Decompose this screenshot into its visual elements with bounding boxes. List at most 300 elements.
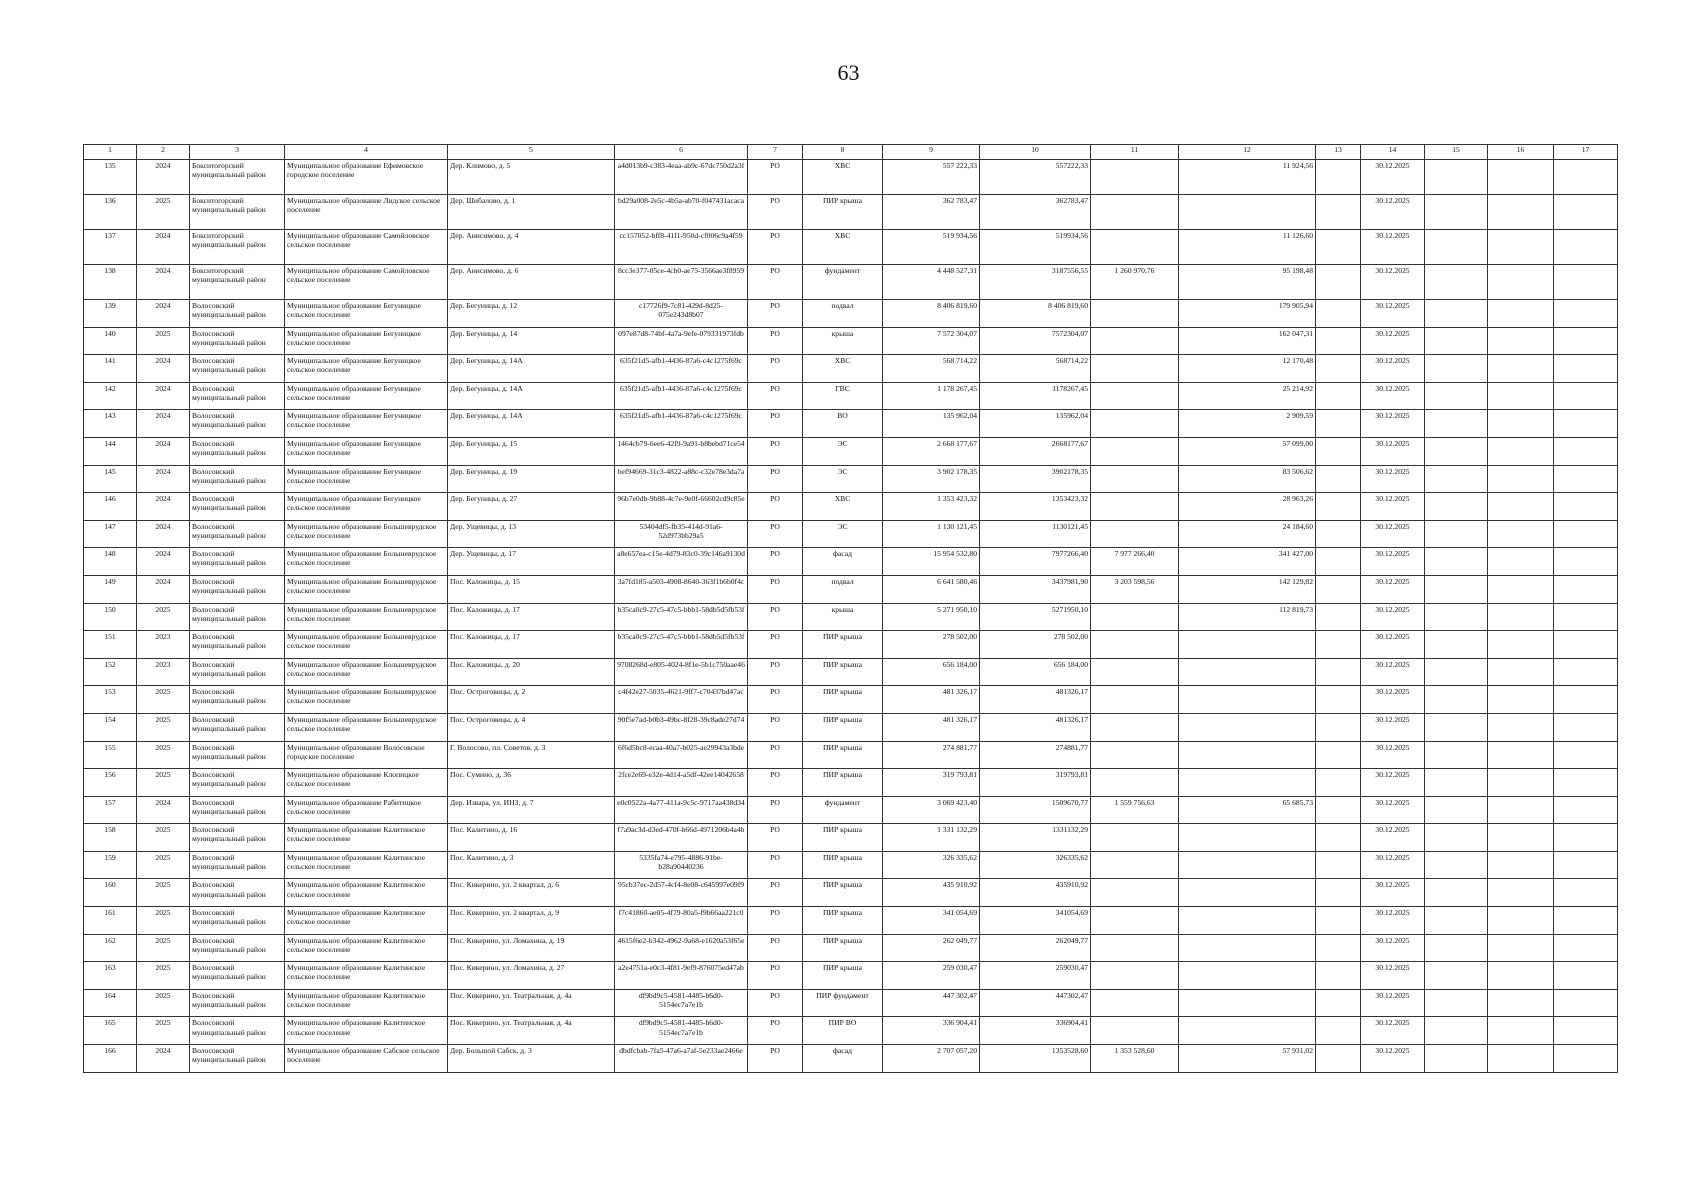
cell-col-17	[1554, 195, 1618, 230]
cell-col-7: РО	[748, 686, 803, 714]
cell-col-15	[1425, 851, 1488, 879]
cell-col-4: Муниципальное образование Калитинское сельское поселение	[285, 934, 448, 962]
cell-col-13	[1316, 824, 1361, 852]
cell-col-10: 1331132,29	[980, 824, 1091, 852]
cell-col-1: 148	[84, 548, 137, 576]
cell-col-15	[1425, 1045, 1488, 1073]
cell-col-5: Пос. Кикерино, ул. Театральная, д. 4а	[448, 989, 615, 1017]
cell-col-17	[1554, 796, 1618, 824]
cell-col-10: 1178267,45	[980, 382, 1091, 410]
cell-col-2: 2024	[137, 1045, 190, 1073]
cell-col-9: 1 331 132,29	[883, 824, 980, 852]
cell-col-11	[1091, 631, 1179, 659]
cell-col-17	[1554, 741, 1618, 769]
cell-col-2: 2025	[137, 851, 190, 879]
cell-col-6: a2e4751a-e0c3-4f81-9ef9-876075ed47ab	[615, 962, 748, 990]
cell-col-1: 141	[84, 355, 137, 383]
cell-col-15	[1425, 355, 1488, 383]
cell-col-17	[1554, 382, 1618, 410]
cell-col-12: 57 099,00	[1179, 437, 1316, 465]
cell-col-7: РО	[748, 769, 803, 797]
cell-col-7: РО	[748, 382, 803, 410]
cell-col-14: 30.12.2025	[1361, 824, 1425, 852]
cell-col-17	[1554, 989, 1618, 1017]
cell-col-10: 3902178,35	[980, 465, 1091, 493]
cell-col-13	[1316, 658, 1361, 686]
cell-col-11	[1091, 907, 1179, 935]
cell-col-7: РО	[748, 265, 803, 300]
cell-col-14: 30.12.2025	[1361, 465, 1425, 493]
cell-col-7: РО	[748, 907, 803, 935]
cell-col-10: 262049,77	[980, 934, 1091, 962]
cell-col-2: 2024	[137, 437, 190, 465]
cell-col-2: 2025	[137, 1017, 190, 1045]
table-row	[84, 658, 1618, 686]
cell-col-15	[1425, 989, 1488, 1017]
cell-col-6: 9708268d-e805-4024-8f1e-5b1c750aae46	[615, 658, 748, 686]
table-row	[84, 631, 1618, 659]
cell-col-3: Волосовский муниципальный район	[190, 907, 285, 935]
cell-col-7: РО	[748, 1045, 803, 1073]
cell-col-10: 326335,62	[980, 851, 1091, 879]
cell-col-17	[1554, 851, 1618, 879]
cell-col-6: 1464cb79-6ee6-42f9-9a91-b8bebd71ce54	[615, 437, 748, 465]
cell-col-12: 28 963,26	[1179, 493, 1316, 521]
cell-col-16	[1488, 520, 1554, 548]
column-header-13: 13	[1316, 145, 1361, 160]
cell-col-12: 65 685,73	[1179, 796, 1316, 824]
cell-col-9: 568 714,22	[883, 355, 980, 383]
cell-col-14: 30.12.2025	[1361, 327, 1425, 355]
cell-col-14: 30.12.2025	[1361, 962, 1425, 990]
cell-col-10: 8 406 819,60	[980, 300, 1091, 328]
cell-col-5: Пос. Кикерино, ул. 2 квартал, д. 6	[448, 879, 615, 907]
cell-col-14: 30.12.2025	[1361, 851, 1425, 879]
cell-col-10: 3437981,90	[980, 575, 1091, 603]
cell-col-17	[1554, 327, 1618, 355]
cell-col-16	[1488, 195, 1554, 230]
cell-col-17	[1554, 265, 1618, 300]
cell-col-17	[1554, 686, 1618, 714]
cell-col-13	[1316, 907, 1361, 935]
cell-col-12	[1179, 769, 1316, 797]
cell-col-12: 162 047,31	[1179, 327, 1316, 355]
table-row	[84, 493, 1618, 521]
cell-col-1: 165	[84, 1017, 137, 1045]
cell-col-11	[1091, 713, 1179, 741]
table-row	[84, 851, 1618, 879]
cell-col-16	[1488, 686, 1554, 714]
cell-col-4: Муниципальное образование Калитинское сельское поселение	[285, 962, 448, 990]
cell-col-5: Пос. Каложицы, д. 17	[448, 603, 615, 631]
cell-col-8: фундамент	[803, 796, 883, 824]
cell-col-16	[1488, 410, 1554, 438]
table-row	[84, 713, 1618, 741]
cell-col-8: ПИР крыша	[803, 658, 883, 686]
table-row	[84, 879, 1618, 907]
cell-col-12	[1179, 195, 1316, 230]
cell-col-13	[1316, 575, 1361, 603]
cell-col-17	[1554, 769, 1618, 797]
cell-col-6: 95cb37ec-2d57-4cf4-8e08-c645997e09f9	[615, 879, 748, 907]
cell-col-16	[1488, 265, 1554, 300]
cell-col-8: ПИР крыша	[803, 934, 883, 962]
cell-col-17	[1554, 300, 1618, 328]
column-header-3: 3	[190, 145, 285, 160]
cell-col-9: 2 668 177,67	[883, 437, 980, 465]
cell-col-10: 319793,81	[980, 769, 1091, 797]
cell-col-9: 259 030,47	[883, 962, 980, 990]
cell-col-7: РО	[748, 658, 803, 686]
cell-col-10: 336904,41	[980, 1017, 1091, 1045]
cell-col-12: 83 506,62	[1179, 465, 1316, 493]
cell-col-2: 2025	[137, 769, 190, 797]
cell-col-9: 447 302,47	[883, 989, 980, 1017]
cell-col-14: 30.12.2025	[1361, 741, 1425, 769]
cell-col-4: Муниципальное образование Калитинское сельское поселение	[285, 851, 448, 879]
cell-col-11	[1091, 465, 1179, 493]
cell-col-3: Волосовский муниципальный район	[190, 796, 285, 824]
cell-col-17	[1554, 713, 1618, 741]
cell-col-6: 6f6d5bc8-ecaa-40a7-b025-ae29943a3bde	[615, 741, 748, 769]
cell-col-7: РО	[748, 410, 803, 438]
cell-col-17	[1554, 1045, 1618, 1073]
cell-col-13	[1316, 160, 1361, 195]
cell-col-2: 2025	[137, 741, 190, 769]
cell-col-10: 259030,47	[980, 962, 1091, 990]
cell-col-9: 481 326,17	[883, 713, 980, 741]
cell-col-1: 146	[84, 493, 137, 521]
cell-col-6: f7a9ac3d-d3ed-470f-b66d-4971206b4a4b	[615, 824, 748, 852]
cell-col-15	[1425, 327, 1488, 355]
cell-col-3: Волосовский муниципальный район	[190, 327, 285, 355]
cell-col-13	[1316, 962, 1361, 990]
cell-col-5: Дер. Бегуницы, д. 14А	[448, 355, 615, 383]
cell-col-15	[1425, 160, 1488, 195]
table-row	[84, 230, 1618, 265]
cell-col-17	[1554, 1017, 1618, 1045]
cell-col-16	[1488, 631, 1554, 659]
cell-col-4: Муниципальное образование Бегуницкое сельское поселение	[285, 300, 448, 328]
table-row	[84, 603, 1618, 631]
cell-col-8: крыша	[803, 327, 883, 355]
cell-col-14: 30.12.2025	[1361, 603, 1425, 631]
cell-col-15	[1425, 1017, 1488, 1045]
cell-col-12: 142 129,82	[1179, 575, 1316, 603]
cell-col-11	[1091, 879, 1179, 907]
table-row	[84, 575, 1618, 603]
cell-col-15	[1425, 879, 1488, 907]
cell-col-15	[1425, 824, 1488, 852]
cell-col-1: 157	[84, 796, 137, 824]
cell-col-9: 15 954 532,80	[883, 548, 980, 576]
cell-col-13	[1316, 465, 1361, 493]
column-header-12: 12	[1179, 145, 1316, 160]
table-row	[84, 300, 1618, 328]
cell-col-8: ПИР фундамент	[803, 989, 883, 1017]
cell-col-7: РО	[748, 327, 803, 355]
cell-col-7: РО	[748, 879, 803, 907]
cell-col-13	[1316, 934, 1361, 962]
cell-col-1: 140	[84, 327, 137, 355]
cell-col-12	[1179, 741, 1316, 769]
cell-col-17	[1554, 603, 1618, 631]
cell-col-4: Муниципальное образование Ефимовское городское поселение	[285, 160, 448, 195]
cell-col-7: РО	[748, 160, 803, 195]
cell-col-6: dbdfcbab-7fa5-47a6-a7af-5e233ae2466e	[615, 1045, 748, 1073]
cell-col-17	[1554, 465, 1618, 493]
cell-col-15	[1425, 713, 1488, 741]
cell-col-13	[1316, 769, 1361, 797]
cell-col-4: Муниципальное образование Большеврудское сельское поселение	[285, 686, 448, 714]
column-header-9: 9	[883, 145, 980, 160]
cell-col-12: 12 170,48	[1179, 355, 1316, 383]
cell-col-8: ПИР крыша	[803, 851, 883, 879]
cell-col-10: 656 184,00	[980, 658, 1091, 686]
cell-col-14: 30.12.2025	[1361, 355, 1425, 383]
cell-col-1: 145	[84, 465, 137, 493]
cell-col-9: 656 184,00	[883, 658, 980, 686]
cell-col-2: 2025	[137, 603, 190, 631]
cell-col-10: 7977266,40	[980, 548, 1091, 576]
cell-col-7: РО	[748, 520, 803, 548]
cell-col-12: 179 905,94	[1179, 300, 1316, 328]
cell-col-5: Дер. Бегуницы, д. 27	[448, 493, 615, 521]
cell-col-15	[1425, 631, 1488, 659]
cell-col-13	[1316, 796, 1361, 824]
cell-col-16	[1488, 851, 1554, 879]
cell-col-14: 30.12.2025	[1361, 658, 1425, 686]
cell-col-7: РО	[748, 741, 803, 769]
cell-col-8: фасад	[803, 548, 883, 576]
cell-col-2: 2024	[137, 493, 190, 521]
table-row	[84, 265, 1618, 300]
cell-col-4: Муниципальное образование Большеврудское сельское поселение	[285, 548, 448, 576]
cell-col-11	[1091, 1017, 1179, 1045]
cell-col-4: Муниципальное образование Большеврудское сельское поселение	[285, 603, 448, 631]
table-row	[84, 160, 1618, 195]
table-row	[84, 796, 1618, 824]
cell-col-3: Бокситогорский муниципальный район	[190, 265, 285, 300]
cell-col-9: 341 054,69	[883, 907, 980, 935]
cell-col-14: 30.12.2025	[1361, 1017, 1425, 1045]
header-row	[84, 145, 1618, 160]
cell-col-12: 11 924,56	[1179, 160, 1316, 195]
cell-col-8: ПИР крыша	[803, 195, 883, 230]
cell-col-17	[1554, 575, 1618, 603]
cell-col-11	[1091, 230, 1179, 265]
cell-col-10: 519934,56	[980, 230, 1091, 265]
cell-col-7: РО	[748, 631, 803, 659]
cell-col-15	[1425, 230, 1488, 265]
cell-col-13	[1316, 686, 1361, 714]
cell-col-14: 30.12.2025	[1361, 300, 1425, 328]
cell-col-5: Пос. Кикерино, ул. 2 квартал, д. 9	[448, 907, 615, 935]
cell-col-9: 3 069 423,40	[883, 796, 980, 824]
cell-col-5: Дер. Шибалово, д. 1	[448, 195, 615, 230]
cell-col-3: Волосовский муниципальный район	[190, 962, 285, 990]
cell-col-14: 30.12.2025	[1361, 520, 1425, 548]
cell-col-16	[1488, 907, 1554, 935]
cell-col-6: f7c41860-ae05-4f79-80a5-f9b66aa221c0	[615, 907, 748, 935]
table-row	[84, 824, 1618, 852]
cell-col-4: Муниципальное образование Бегуницкое сельское поселение	[285, 410, 448, 438]
cell-col-13	[1316, 713, 1361, 741]
cell-col-4: Муниципальное образование Калитинское сельское поселение	[285, 879, 448, 907]
cell-col-6: df9bd9c5-4581-4485-b6d0-5154ec7a7e1b	[615, 989, 748, 1017]
cell-col-3: Бокситогорский муниципальный район	[190, 195, 285, 230]
cell-col-5: Дер. Большой Сабск, д. 3	[448, 1045, 615, 1073]
cell-col-13	[1316, 410, 1361, 438]
cell-col-1: 150	[84, 603, 137, 631]
column-header-10: 10	[980, 145, 1091, 160]
cell-col-4: Муниципальное образование Большеврудское сельское поселение	[285, 631, 448, 659]
cell-col-1: 142	[84, 382, 137, 410]
cell-col-4: Муниципальное образование Калитинское сельское поселение	[285, 824, 448, 852]
cell-col-6: 53404df5-fb35-414d-91a6-52d973bb29a5	[615, 520, 748, 548]
cell-col-2: 2025	[137, 195, 190, 230]
cell-col-8: ХВС	[803, 160, 883, 195]
cell-col-11: 1 260 970,76	[1091, 265, 1179, 300]
cell-col-9: 557 222,33	[883, 160, 980, 195]
cell-col-9: 1 130 121,45	[883, 520, 980, 548]
cell-col-6: c17726f9-7c81-429d-8d25-075e243d8b07	[615, 300, 748, 328]
cell-col-8: ПИР крыша	[803, 741, 883, 769]
cell-col-7: РО	[748, 713, 803, 741]
cell-col-13	[1316, 382, 1361, 410]
cell-col-12: 57 931,02	[1179, 1045, 1316, 1073]
cell-col-12	[1179, 686, 1316, 714]
cell-col-14: 30.12.2025	[1361, 796, 1425, 824]
cell-col-1: 158	[84, 824, 137, 852]
cell-col-9: 519 934,56	[883, 230, 980, 265]
cell-col-6: 097e87d8-74bf-4a7a-9efe-079331973fdb	[615, 327, 748, 355]
cell-col-1: 149	[84, 575, 137, 603]
cell-col-11	[1091, 493, 1179, 521]
cell-col-5: Пос. Кикерино, ул. Ломахина, д. 19	[448, 934, 615, 962]
cell-col-13	[1316, 603, 1361, 631]
cell-col-9: 6 641 580,46	[883, 575, 980, 603]
cell-col-9: 4 448 527,31	[883, 265, 980, 300]
cell-col-8: ЭС	[803, 520, 883, 548]
cell-col-7: РО	[748, 962, 803, 990]
cell-col-7: РО	[748, 465, 803, 493]
column-header-5: 5	[448, 145, 615, 160]
cell-col-12: 25 214,92	[1179, 382, 1316, 410]
cell-col-10: 481326,17	[980, 686, 1091, 714]
cell-col-6: df9bd9c5-4581-4485-b6d0-5154ec7a7e1b	[615, 1017, 748, 1045]
cell-col-5: Пос. Сумино, д. 36	[448, 769, 615, 797]
cell-col-4: Муниципальное образование Большеврудское сельское поселение	[285, 713, 448, 741]
cell-col-6: 5335fa74-e795-4886-91be-b28a90440236	[615, 851, 748, 879]
table-row	[84, 741, 1618, 769]
cell-col-11	[1091, 327, 1179, 355]
column-header-4: 4	[285, 145, 448, 160]
cell-col-14: 30.12.2025	[1361, 575, 1425, 603]
cell-col-16	[1488, 355, 1554, 383]
cell-col-5: Дер. Бегуницы, д. 14А	[448, 410, 615, 438]
cell-col-9: 336 904,41	[883, 1017, 980, 1045]
cell-col-10: 557222,33	[980, 160, 1091, 195]
cell-col-14: 30.12.2025	[1361, 769, 1425, 797]
cell-col-6: cc157052-bff8-41f1-950d-cf006c9a4f59	[615, 230, 748, 265]
cell-col-13	[1316, 879, 1361, 907]
cell-col-15	[1425, 686, 1488, 714]
cell-col-12: 341 427,00	[1179, 548, 1316, 576]
cell-col-7: РО	[748, 548, 803, 576]
cell-col-4: Муниципальное образование Бегуницкое сельское поселение	[285, 465, 448, 493]
cell-col-6: b35ca0c9-27c5-47c5-bbb1-58db5d5fb53f	[615, 603, 748, 631]
cell-col-17	[1554, 631, 1618, 659]
cell-col-15	[1425, 437, 1488, 465]
cell-col-16	[1488, 160, 1554, 195]
page-number: 63	[837, 60, 860, 85]
cell-col-15	[1425, 962, 1488, 990]
cell-col-2: 2024	[137, 265, 190, 300]
cell-col-11	[1091, 195, 1179, 230]
table-row	[84, 1017, 1618, 1045]
cell-col-2: 2025	[137, 989, 190, 1017]
cell-col-5: Дер. Анисимово, д. 4	[448, 230, 615, 265]
cell-col-5: Пос. Калитино, д. 3	[448, 851, 615, 879]
cell-col-2: 2024	[137, 410, 190, 438]
cell-col-7: РО	[748, 934, 803, 962]
cell-col-2: 2024	[137, 382, 190, 410]
cell-col-8: ПИР крыша	[803, 769, 883, 797]
cell-col-8: ЭС	[803, 465, 883, 493]
cell-col-3: Волосовский муниципальный район	[190, 465, 285, 493]
cell-col-6: 635f21d5-afb1-4436-87a6-c4c1275f69c	[615, 355, 748, 383]
cell-col-10: 568714,22	[980, 355, 1091, 383]
cell-col-12: 11 126,60	[1179, 230, 1316, 265]
cell-col-6: a8e657ea-c15e-4d79-83c0-39c146a9130d	[615, 548, 748, 576]
cell-col-11	[1091, 355, 1179, 383]
cell-col-16	[1488, 1045, 1554, 1073]
cell-col-17	[1554, 658, 1618, 686]
cell-col-11: 7 977 266,40	[1091, 548, 1179, 576]
cell-col-16	[1488, 824, 1554, 852]
cell-col-8: ГВС	[803, 382, 883, 410]
table-row	[84, 410, 1618, 438]
column-header-1: 1	[84, 145, 137, 160]
cell-col-11	[1091, 962, 1179, 990]
cell-col-11: 1 353 528,60	[1091, 1045, 1179, 1073]
cell-col-17	[1554, 520, 1618, 548]
cell-col-5: Пос. Каложицы, д. 15	[448, 575, 615, 603]
cell-col-3: Волосовский муниципальный район	[190, 989, 285, 1017]
cell-col-9: 274 881,77	[883, 741, 980, 769]
cell-col-10: 5271950,10	[980, 603, 1091, 631]
cell-col-6: 96b7e0db-9b88-4c7e-9e0f-66602cd9c85e	[615, 493, 748, 521]
cell-col-8: ПИР крыша	[803, 907, 883, 935]
cell-col-7: РО	[748, 796, 803, 824]
cell-col-1: 153	[84, 686, 137, 714]
cell-col-6: c4f42e27-5035-4621-9ff7-c70437bd47ac	[615, 686, 748, 714]
cell-col-11	[1091, 686, 1179, 714]
cell-col-4: Муниципальное образование Большеврудское сельское поселение	[285, 520, 448, 548]
cell-col-8: ПИР крыша	[803, 962, 883, 990]
cell-col-14: 30.12.2025	[1361, 410, 1425, 438]
cell-col-3: Волосовский муниципальный район	[190, 437, 285, 465]
cell-col-11: 3 203 598,56	[1091, 575, 1179, 603]
cell-col-12	[1179, 879, 1316, 907]
cell-col-1: 135	[84, 160, 137, 195]
cell-col-11: 1 559 756,63	[1091, 796, 1179, 824]
cell-col-13	[1316, 1045, 1361, 1073]
cell-col-1: 160	[84, 879, 137, 907]
cell-col-4: Муниципальное образование Большеврудское сельское поселение	[285, 575, 448, 603]
cell-col-2: 2025	[137, 907, 190, 935]
